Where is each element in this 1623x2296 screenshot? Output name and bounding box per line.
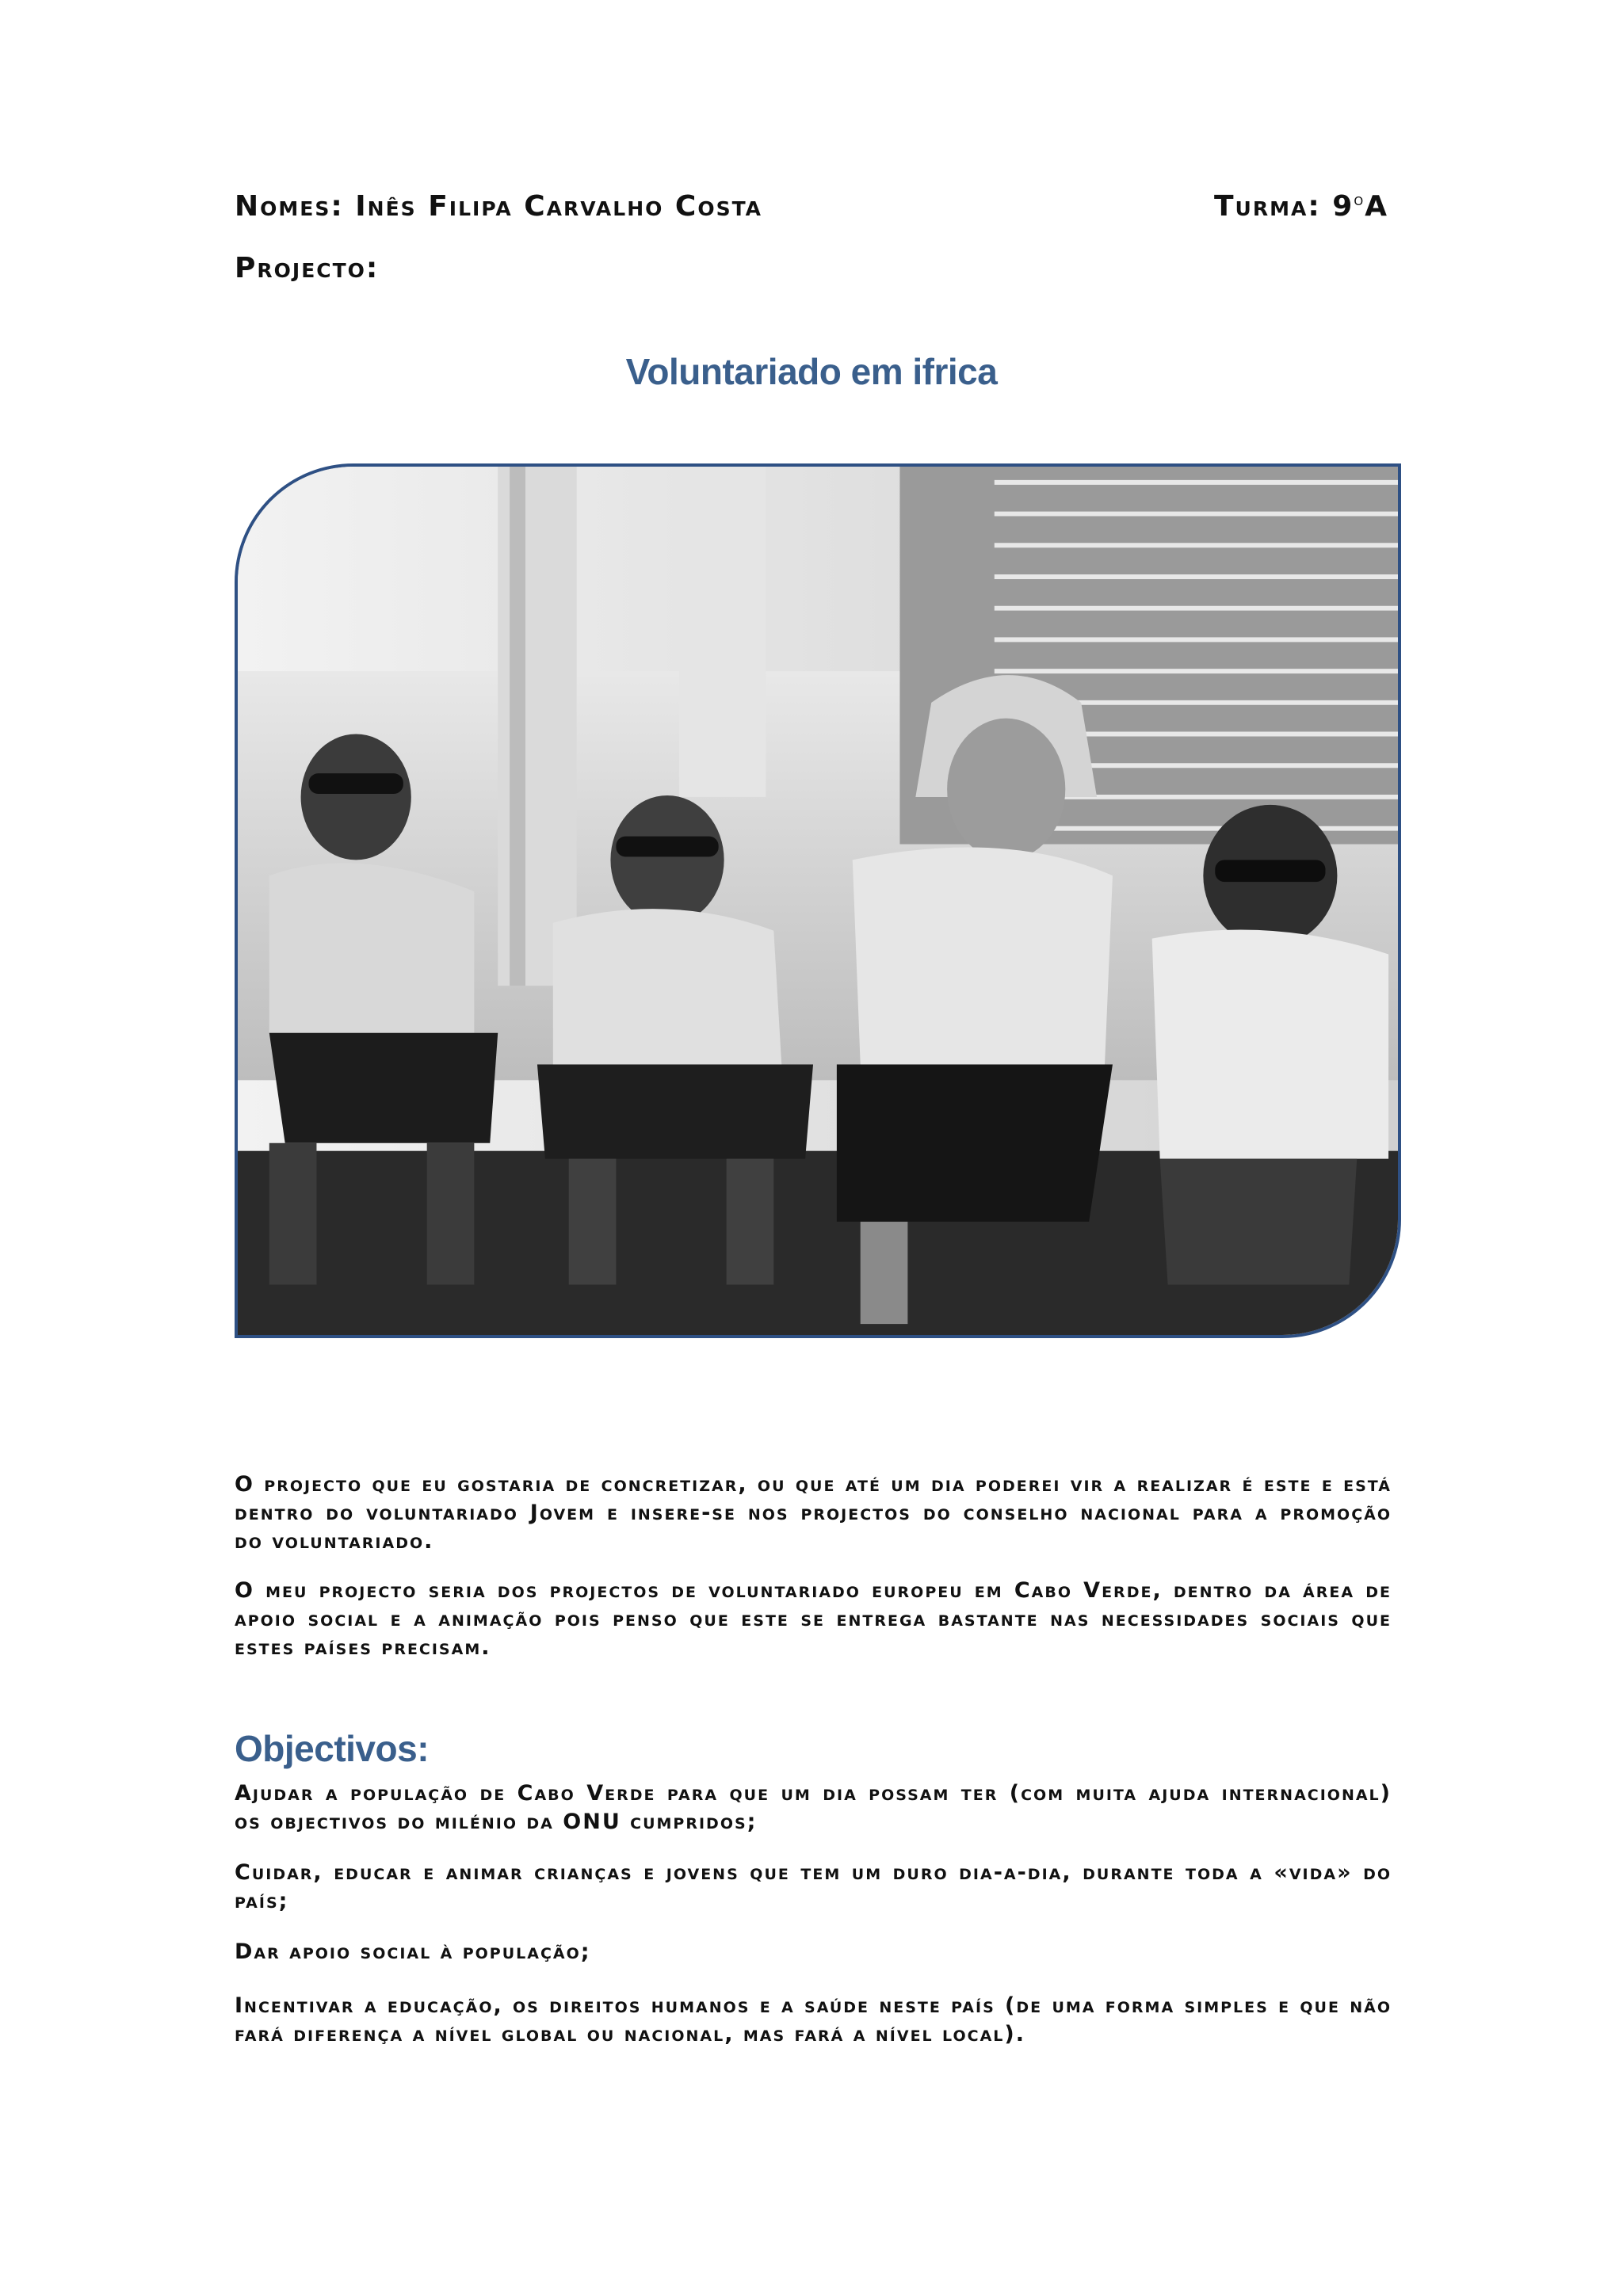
class-superscript: o (1354, 190, 1365, 210)
objective-item: Cuidar, educar e animar crianças e jovens que tem um duro dia-a-dia, durante toda a «vida» do país; (235, 1860, 1392, 1913)
photo-illustration (238, 467, 1398, 1335)
project-label: Projecto: (235, 252, 380, 284)
column-2 (679, 467, 766, 797)
class-letter: A (1365, 190, 1388, 223)
document-header (235, 190, 1388, 223)
objective-item: Incentivar a educação, os direitos humanos e a saúde neste país (de uma forma simples e que não fará diferença a nível global ou nacional, mas fará a nível local). (235, 1993, 1392, 2046)
class-label (1214, 190, 1388, 223)
document-title: Voluntariado em ifrica (625, 351, 998, 392)
intro-paragraph-1: O projecto que eu gostaria de concretizar, ou que até um dia poderei vir a realizar é este e está dentro do voluntariado Jovem e insere-se nos projectos do conselho nacional para a promoção do voluntariado. (235, 1472, 1392, 1554)
volunteers-photo (235, 463, 1401, 1338)
intro-paragraph-2: O meu projecto seria dos projectos de voluntariado europeu em Cabo Verde, dentro da área de apoio social e a animação pois penso que este se entrega bastante nas necessidades sociais que estes países precisam. (235, 1578, 1392, 1660)
class-number: Turma: 9 (1214, 190, 1354, 223)
objective-item: Ajudar a população de Cabo Verde para que um dia possam ter (com muita ajuda internacional) os objectivos do milénio da ONU cumpridos; (235, 1781, 1392, 1834)
objective-item: Dar apoio social à população; (235, 1939, 591, 1964)
names-label: Nomes: Inês Filipa Carvalho Costa (235, 190, 763, 223)
objectives-heading: Objectivos: (235, 1728, 430, 1769)
